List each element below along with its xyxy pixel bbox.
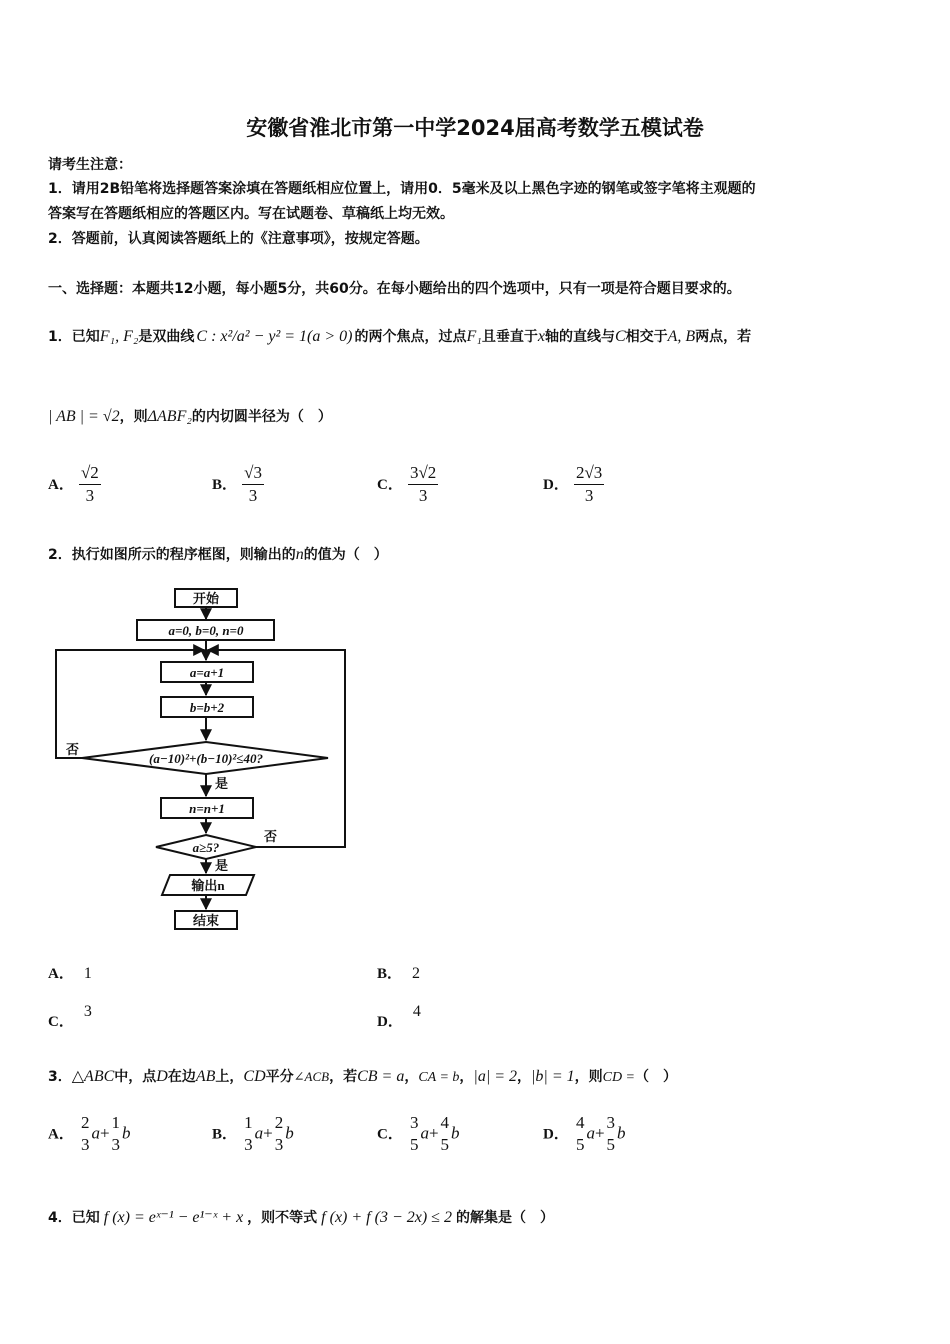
question-2-option-d[interactable]: D．4	[377, 1003, 421, 1030]
option-d-fraction: $\frac{2√3}{3}$	[575, 463, 603, 505]
page-title: 安徽省淮北市第一中学2024届高考数学五模试卷	[246, 116, 704, 140]
option-a-fraction: $\frac{√2}{3}$	[80, 463, 99, 505]
question-3-option-d[interactable]: D． 4 5 a+ 3 5 b	[543, 1113, 626, 1154]
question-3-option-a[interactable]: A． 2 3 a+ 1 3 b	[48, 1113, 131, 1154]
question-1-option-d[interactable]: D． $\frac{2√3}{3}$	[543, 463, 603, 505]
flow-step-b-label: b=b+2	[189, 700, 225, 715]
flow-start-label: 开始	[192, 591, 220, 606]
question-2-option-b[interactable]: B． 2	[377, 965, 421, 982]
question-1-line-2: | AB | = √2，则ΔABF₂的内切圆半径为（ ）	[48, 408, 332, 425]
flow-yes-1-label: 是	[215, 776, 229, 791]
hyperbola-equation: C : x²/a² − y² = 1(a > 0)	[196, 328, 353, 345]
question-1-option-c[interactable]: C． $\frac{3√2}{3}$	[377, 463, 437, 505]
flow-condition-2-label: a≥5?	[192, 840, 220, 855]
question-3-text: 3．△ABC中，点D在边AB上，CD平分∠ACB，若CB = a，CA = b，|a| = 2，|b| = 1，则CD =（ ）	[48, 1068, 678, 1085]
question-4-text: 4．已知 f (x) = eˣ⁻¹ − e¹⁻ˣ + x ，则不等式 f (x) + f (3 − 2x) ≤ 2 的解集是（ ）	[48, 1209, 554, 1226]
notice-line-2: 答案写在答题纸相应的答题区内。写在试题卷、草稿纸上均无效。	[48, 206, 454, 222]
question-2-text: 2．执行如图所示的程序框图，则输出的n的值为（ ）	[48, 546, 388, 563]
option-c-fraction: $\frac{3√2}{3}$	[409, 463, 437, 505]
flow-condition-1-label: (a−10)²+(b−10)²≤40?	[149, 751, 263, 766]
inequality: f (x) + f (3 − 2x) ≤ 2	[321, 1209, 452, 1226]
flow-init-label: a=0, b=0, n=0	[168, 623, 244, 638]
notice-heading: 请考生注意：	[48, 157, 132, 173]
flow-step-a-label: a=a+1	[189, 665, 225, 680]
flow-yes-2-label: 是	[215, 858, 229, 873]
ab-length-condition: | AB | = √2	[48, 408, 120, 425]
section-heading: 一、选择题：本题共12小题，每小题5分，共60分。在每小题给出的四个选项中，只有一项是符合题目要求的。	[48, 281, 741, 297]
flow-no-2-label: 否	[264, 829, 278, 844]
flow-no-1-label: 否	[66, 742, 80, 757]
flow-output-label: 输出n	[191, 878, 225, 893]
notice-line-1: 1．请用2B铅笔将选择题答案涂填在答题纸相应位置上，请用0．5毫米及以上黑色字迹的钢笔或签字笔将主观题的	[48, 181, 756, 197]
option-b-fraction: $\frac{√3}{3}$	[244, 463, 262, 505]
notice-line-3: 2．答题前，认真阅读答题纸上的《注意事项》，按规定答题。	[48, 231, 429, 247]
question-1-line-1: 1．已知F₁, F₂是双曲线 C : x²/a² − y² = 1(a > 0) 的两个焦点，过点F₁且垂直于x轴的直线与C相交于A, B两点，若	[48, 328, 752, 345]
question-1-option-b[interactable]: B． $\frac{√3}{3}$	[212, 463, 262, 505]
function-definition: f (x) = eˣ⁻¹ − e¹⁻ˣ + x	[103, 1209, 244, 1226]
flow-end-label: 结束	[192, 913, 220, 928]
question-3-option-c[interactable]: C． 3 5 a+ 4 5 b	[377, 1113, 460, 1154]
question-2-option-c[interactable]: C．3	[48, 1003, 92, 1030]
question-2-option-a[interactable]: A． 1	[48, 965, 92, 982]
flowchart	[50, 586, 355, 936]
question-3-option-b[interactable]: B． 1 3 a+ 2 3 b	[212, 1113, 294, 1154]
flow-step-n-label: n=n+1	[189, 801, 225, 816]
question-1-option-a[interactable]: A． $\frac{√2}{3}$	[48, 463, 99, 505]
